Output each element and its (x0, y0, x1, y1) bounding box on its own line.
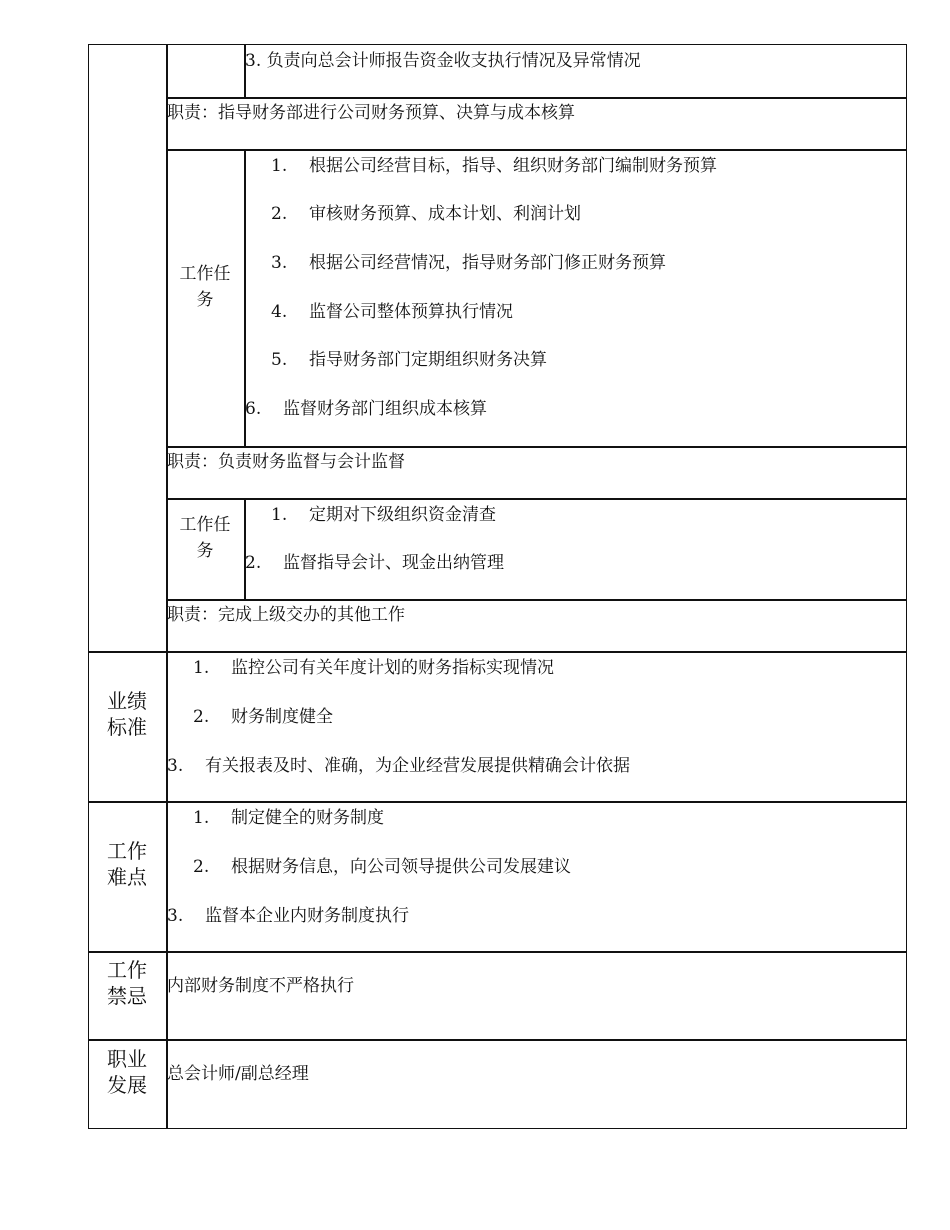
task-number: 1. (271, 156, 288, 176)
row-divider (166, 446, 907, 448)
task-text: 指导财务部门定期组织财务决算 (309, 350, 547, 370)
task-number: 3. (271, 253, 288, 273)
row-divider (166, 149, 907, 151)
task-number: 6. (245, 399, 262, 419)
performance-text: 监控公司有关年度计划的财务指标实现情况 (231, 658, 554, 678)
label-column-divider (166, 44, 168, 1129)
task-text: 监督指导会计、现金出纳管理 (283, 553, 504, 573)
section-divider (88, 951, 907, 953)
task-text: 定期对下级组织资金清查 (309, 505, 496, 525)
difficulty-number: 3. (167, 906, 184, 926)
task-number: 4. (271, 302, 288, 322)
responsibility-heading: 职责：负责财务监督与会计监督 (167, 452, 405, 472)
difficulty-text: 监督本企业内财务制度执行 (205, 906, 409, 926)
task-text: 根据公司经营情况，指导财务部门修正财务预算 (309, 253, 666, 273)
task-number: 2. (271, 204, 288, 224)
row-divider (166, 599, 907, 601)
task-number: 5. (271, 350, 288, 370)
performance-text: 财务制度健全 (231, 707, 333, 727)
section-divider (88, 801, 907, 803)
task-text: 监督财务部门组织成本核算 (283, 399, 487, 419)
career-development-label: 职业发展 (107, 1047, 147, 1097)
difficulty-number: 2. (193, 857, 210, 877)
task-number: 1. (271, 505, 288, 525)
section-divider (88, 1039, 907, 1041)
responsibility-item: 3. 负责向总会计师报告资金收支执行情况及异常情况 (245, 51, 641, 71)
performance-number: 1. (193, 658, 210, 678)
work-tasks-label: 工作任务 (179, 515, 231, 561)
task-text: 根据公司经营目标，指导、组织财务部门编制财务预算 (309, 156, 717, 176)
performance-text: 有关报表及时、准确，为企业经营发展提供精确会计依据 (205, 756, 630, 776)
difficulty-text: 根据财务信息，向公司领导提供公司发展建议 (231, 857, 571, 877)
work-difficulties-label: 工作难点 (107, 839, 147, 889)
responsibility-heading: 职责：完成上级交办的其他工作 (167, 605, 405, 625)
task-number: 2. (245, 553, 262, 573)
row-divider (166, 97, 907, 99)
row-divider (166, 498, 907, 500)
task-text: 审核财务预算、成本计划、利润计划 (309, 204, 581, 224)
responsibility-heading: 职责：指导财务部进行公司财务预算、决算与成本核算 (167, 103, 575, 123)
work-tasks-label: 工作任务 (179, 264, 231, 310)
performance-standards-label: 业绩标准 (107, 689, 147, 739)
performance-number: 2. (193, 707, 210, 727)
difficulty-text: 制定健全的财务制度 (231, 808, 384, 828)
work-prohibitions-label: 工作禁忌 (107, 958, 147, 1008)
sub-column-divider-c (244, 498, 246, 600)
performance-number: 3. (167, 756, 184, 776)
career-text: 总会计师/副总经理 (167, 1064, 309, 1084)
prohibitions-text: 内部财务制度不严格执行 (167, 976, 354, 996)
task-text: 监督公司整体预算执行情况 (309, 302, 513, 322)
difficulty-number: 1. (193, 808, 210, 828)
section-divider (88, 651, 907, 653)
